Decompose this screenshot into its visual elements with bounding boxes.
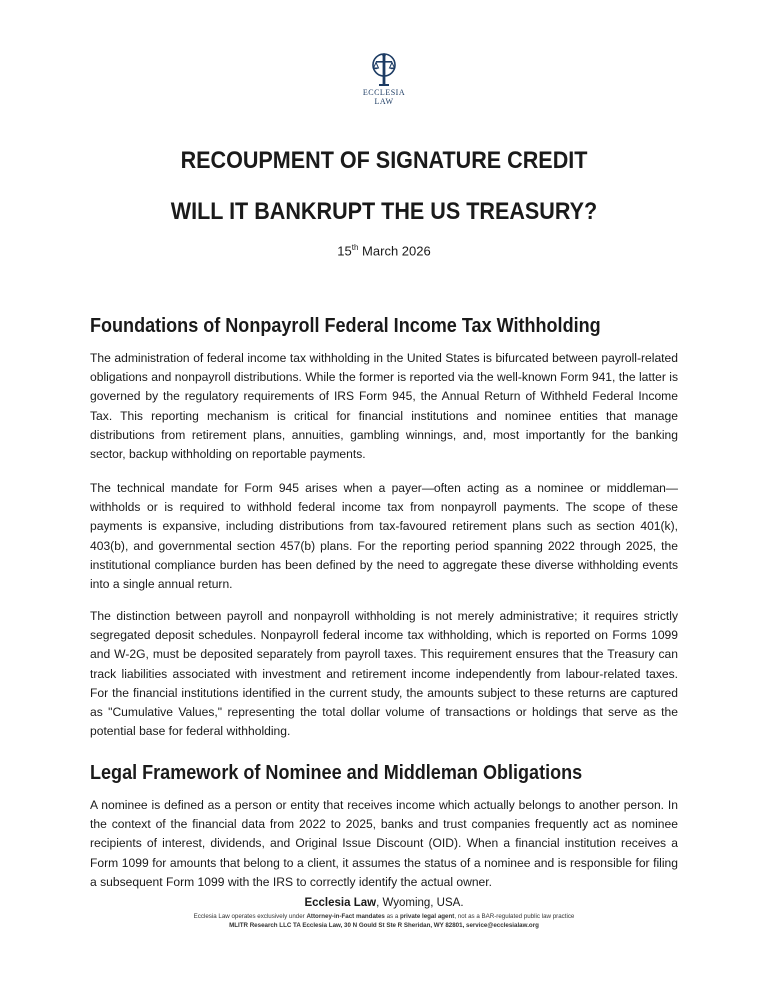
logo-wordmark-line1: ECCLESIA bbox=[362, 88, 406, 97]
ecclesia-law-logo bbox=[352, 52, 416, 106]
paragraph: A nominee is defined as a person or entity that receives income which actually belongs to another person. In the context of the financial data from 2022 to 2025, banks and trust companies frequently act as nominee recipients of interest, dividends, and Original Issue Discount (OID). When a financial institution receives a Form 1099 for amounts that belong to a client, it assumes the status of a nominee and is responsible for filing a subsequent Form 1099 with the IRS to correctly identify the actual owner. bbox=[90, 798, 678, 889]
footer-disclaimer-text: as a bbox=[384, 913, 400, 920]
document-title-line2: WILL IT BANKRUPT THE US TREASURY? bbox=[170, 198, 598, 225]
date-day: 15 bbox=[337, 243, 352, 259]
document-title-line1: RECOUPMENT OF SIGNATURE CREDIT bbox=[180, 147, 588, 174]
footer-address: MLITR Research LLC TA Ecclesia Law, 30 N Gould St Ste R Sheridan, WY 82801, service@ecclesialaw.org bbox=[229, 922, 539, 929]
footer-disclaimer-emphasis: Attorney-in-Fact mandates bbox=[306, 913, 385, 920]
footer-location: , Wyoming, USA. bbox=[376, 897, 464, 909]
footer-brand bbox=[0, 897, 768, 909]
date-day-suffix: th bbox=[351, 243, 359, 252]
footer-disclaimer-text: , not as a BAR-regulated public law practice bbox=[454, 913, 575, 920]
paragraph: The distinction between payroll and nonpayroll withholding is not merely administrative; it requires strictly segregated deposit schedules. Nonpayroll federal income tax withholding, which is reported on Forms 1099 and W-2G, must be deposited separately from payroll taxes. This requirement ensures that the Treasury can track liabilities associated with investment and retirement income independently from labour-related taxes. For the financial institutions identified in the current study, the amounts subject to these returns are captured as "Cumulative Values," representing the total dollar volume of transactions or holdings that serve as the potential base for federal withholding. bbox=[90, 609, 678, 739]
logo-wordmark-line2: LAW bbox=[374, 97, 394, 106]
document-date bbox=[0, 243, 768, 258]
footer-disclaimer-text: Ecclesia Law operates exclusively under bbox=[193, 913, 307, 920]
footer-brand-name: Ecclesia Law bbox=[304, 897, 377, 909]
section-heading-legal-framework: Legal Framework of Nominee and Middleman Obligations bbox=[90, 761, 583, 784]
date-month-year: March 2026 bbox=[358, 243, 431, 259]
paragraph: The technical mandate for Form 945 arises when a payer—often acting as a nominee or middleman—withholds or is required to withhold federal income tax from nonpayroll payments. The scope of these payments is expansive, including distributions from tax-favoured retirement plans such as section 401(k), 403(b), and governmental section 457(b) plans. For the reporting period spanning 2022 through 2025, the institutional compliance burden has been defined by the need to aggregate these diverse withholding events into a single annual return. bbox=[90, 481, 678, 592]
scales-of-justice-icon bbox=[371, 52, 397, 88]
section-heading-foundations: Foundations of Nonpayroll Federal Income Tax Withholding bbox=[90, 314, 601, 337]
footer-disclaimer bbox=[0, 913, 768, 920]
footer-disclaimer-emphasis: private legal agent bbox=[399, 913, 455, 920]
paragraph: The administration of federal income tax withholding in the United States is bifurcated between payroll-related obligations and nonpayroll distributions. While the former is reported via the well-known Form 941, the latter is governed by the regulatory requirements of IRS Form 945, the Annual Return of Withheld Federal Income Tax. This reporting mechanism is critical for financial institutions and nominee entities that manage distributions from retirement plans, annuities, gambling winnings, and, most importantly for the banking sector, backup withholding on reportable payments. bbox=[90, 351, 678, 462]
